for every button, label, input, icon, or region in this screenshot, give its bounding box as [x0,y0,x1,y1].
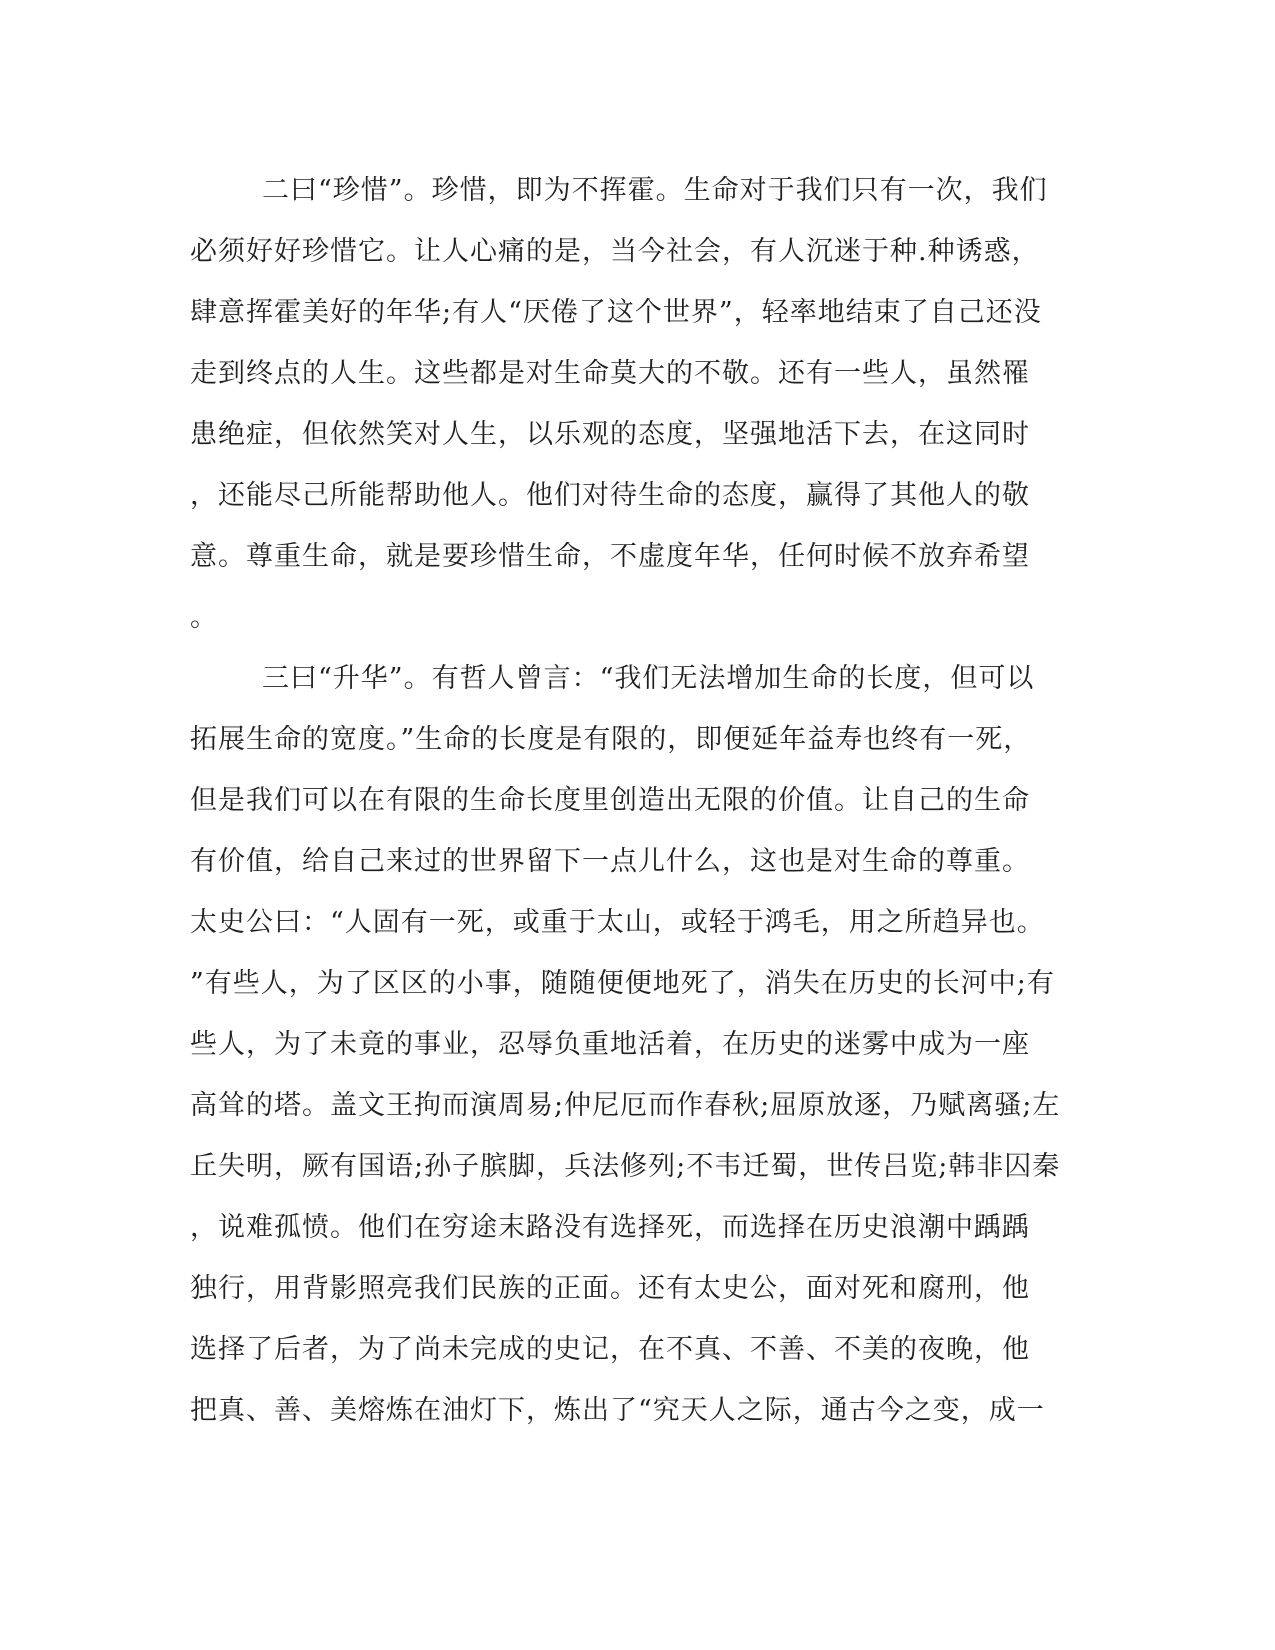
paragraph-line: 丘失明，厥有国语;孙子膑脚，兵法修列;不韦迁蜀，世传吕览;韩非囚秦 [190,1151,1061,1182]
paragraph-line: 肆意挥霍美好的年华;有人“厌倦了这个世界”，轻率地结束了自己还没 [190,297,1042,328]
paragraph-line: 把真、善、美熔炼在油灯下，炼出了“究天人之际，通古今之变，成一 [190,1395,1045,1426]
paragraph-line: 太史公曰：“人固有一死，或重于太山，或轻于鸿毛，用之所趋异也。 [190,907,1045,938]
paragraph-line: ，说难孤愤。他们在穷途末路没有选择死，而选择在历史浪潮中踽踽 [190,1212,1030,1243]
paragraph-line: 二曰“珍惜”。珍惜，即为不挥霍。生命对于我们只有一次，我们 [262,175,1048,206]
paragraph-line: 患绝症，但依然笑对人生，以乐观的态度，坚强地活下去，在这同时 [190,419,1030,450]
paragraph-line: ”有些人，为了区区的小事，随随便便地死了，消失在历史的长河中;有 [190,968,1055,999]
paragraph-line: 选择了后者，为了尚未完成的史记，在不真、不善、不美的夜晚，他 [190,1334,1030,1365]
paragraph-line: 高耸的塔。盖文王拘而演周易;仲尼厄而作春秋;屈原放逐，乃赋离骚;左 [190,1090,1061,1121]
paragraph-line: 但是我们可以在有限的生命长度里创造出无限的价值。让自己的生命 [190,785,1030,816]
paragraph-line: 走到终点的人生。这些都是对生命莫大的不敬。还有一些人，虽然罹 [190,358,1030,389]
paragraph-line: 必须好好珍惜它。让人心痛的是，当今社会，有人沉迷于种.种诱惑， [190,236,1040,267]
paragraph-line: 拓展生命的宽度。”生命的长度是有限的，即便延年益寿也终有一死， [190,724,1032,755]
paragraph-line: 意。尊重生命，就是要珍惜生命，不虚度年华，任何时候不放弃希望 [190,541,1030,572]
paragraph-line: ，还能尽己所能帮助他人。他们对待生命的态度，赢得了其他人的敬 [190,480,1030,511]
body-text [190,160,1090,1441]
paragraph-line: 有价值，给自己来过的世界留下一点儿什么，这也是对生命的尊重。 [190,846,1030,877]
paragraph-line: 。 [190,602,218,633]
paragraph-line: 独行，用背影照亮我们民族的正面。还有太史公，面对死和腐刑，他 [190,1273,1030,1304]
paragraph-line: 些人，为了未竟的事业，忍辱负重地活着，在历史的迷雾中成为一座 [190,1029,1030,1060]
paragraph-line: 三曰“升华”。有哲人曾言：“我们无法增加生命的长度，但可以 [262,663,1035,694]
